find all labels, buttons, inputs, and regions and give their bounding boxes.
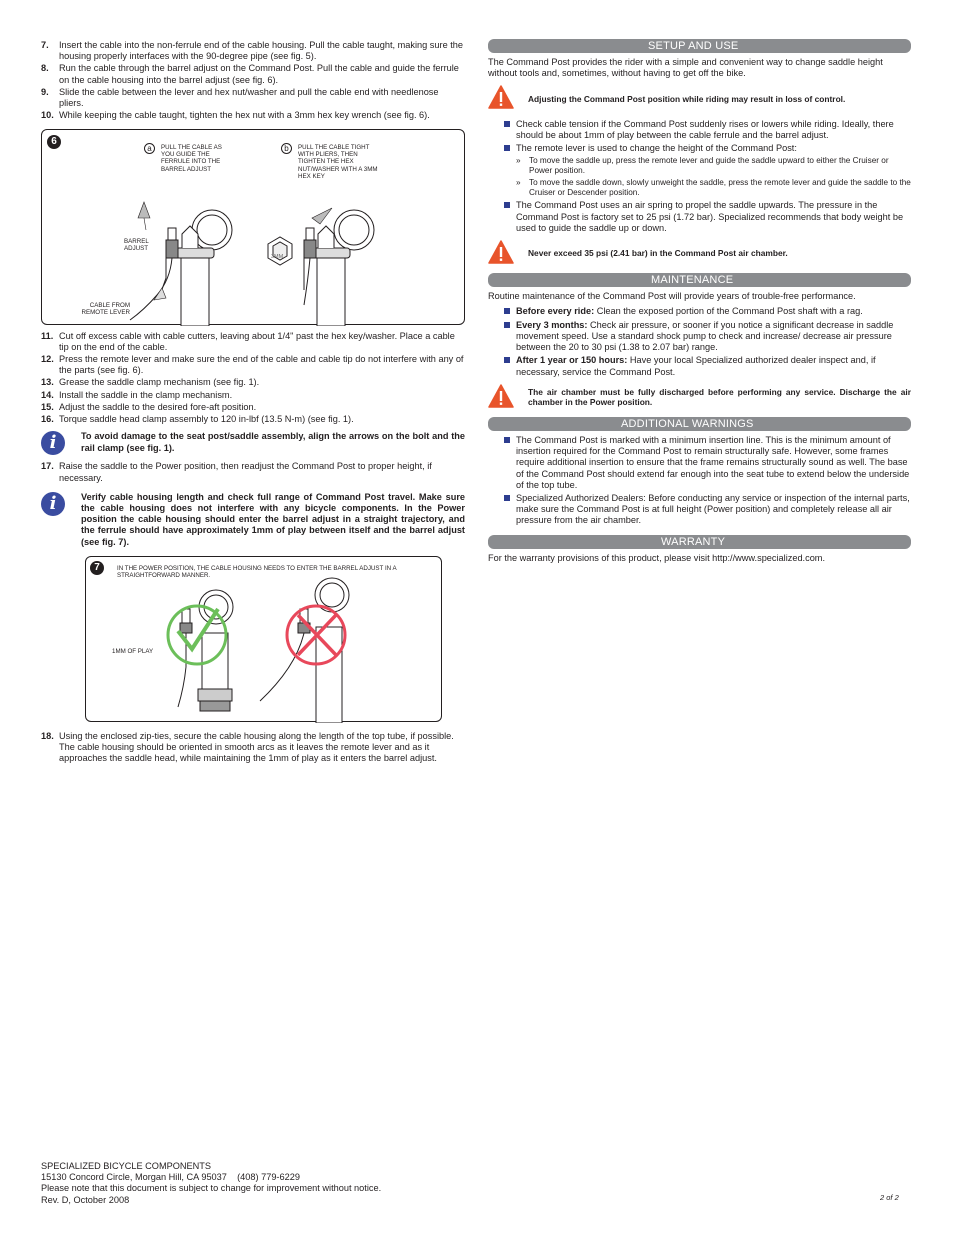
- step-text: Torque saddle head clamp assembly to 120 in-lbf (13.5 N-m) (see fig. 1).: [59, 414, 354, 425]
- bullet-text: Have your local Specialized authorized dealer inspect and, if necessary, service the Command Post.: [516, 355, 876, 377]
- bullet-item: [488, 435, 911, 491]
- sub-bullet-item: [488, 156, 911, 176]
- cable-guide-illustration: [42, 130, 466, 326]
- figure-6: [41, 129, 465, 325]
- seat-post-right: [304, 210, 374, 326]
- info-note-text: Verify cable housing length and check full range of Command Post travel. Make sure the cable housing does not interfere with any bicycle components. In the Power position the cable housing should enter the barrel adjust in a straight trajectory, and the ferrule should have approximately 1mm of play between itself and the barrel adjust (see fig. 7).: [81, 491, 465, 547]
- bullet-item: [488, 306, 911, 317]
- warning-text: Adjusting the Command Post position while riding may result in loss of control.: [528, 93, 846, 104]
- bullet-item: [488, 320, 911, 354]
- additional-warnings-heading: ADDITIONAL WARNINGS: [488, 417, 911, 431]
- step-text: Using the enclosed zip-ties, secure the cable housing along the length of the top tube, if possible. The cable housing should be oriented in smooth arcs as it leaves the remote lever and as it approaches the saddle head, while maintaining the 1mm of play as it enters the barrel adjust.: [59, 730, 454, 764]
- step-a-letter: a: [144, 143, 155, 154]
- step-number: 18.: [41, 730, 54, 741]
- change-notice: Please note that this document is subject to change for improvement without notice.: [41, 1183, 382, 1194]
- step-text: Install the saddle in the clamp mechanism.: [59, 389, 233, 400]
- step-text: Raise the saddle to the Power position, then readjust the Command Post to proper height, if necessary.: [59, 461, 432, 483]
- step-text: Grease the saddle clamp mechanism (see fig. 1).: [59, 377, 260, 388]
- bullet-label: Every 3 months:: [516, 319, 588, 330]
- info-icon: i: [41, 492, 65, 516]
- step-item: [41, 461, 465, 483]
- step-text: While keeping the cable taught, tighten the hex nut with a 3mm hex key wrench (see fig. 6).: [59, 110, 430, 121]
- step-item: [41, 63, 465, 85]
- step-number: 10.: [41, 110, 54, 121]
- setup-heading: SETUP AND USE: [488, 39, 911, 53]
- sub-bullet-item: [488, 178, 911, 198]
- step-item: [41, 354, 465, 376]
- warning-icon: [488, 384, 514, 408]
- step-number: 15.: [41, 401, 54, 412]
- step-number: 12.: [41, 353, 54, 364]
- company-address: 15130 Concord Circle, Morgan Hill, CA 95037 (408) 779-6229: [41, 1172, 300, 1183]
- step-number: 14.: [41, 389, 54, 400]
- warning-text: The air chamber must be fully discharged before performing any service. Discharge the air chamber in the Power position.: [528, 387, 911, 408]
- maintenance-intro: Routine maintenance of the Command Post will provide years of trouble-free performance.: [488, 291, 856, 302]
- step-number: 16.: [41, 414, 54, 425]
- figure-number: 6: [47, 135, 61, 149]
- company-name: SPECIALIZED BICYCLE COMPONENTS: [41, 1161, 212, 1171]
- bullet-text: Check cable tension if the Command Post suddenly rises or lowers while riding. Ideally, there should be about 1mm of play between the cable ferrule and the barrel adjust.: [516, 118, 894, 140]
- revision: Rev. D, October 2008: [41, 1194, 130, 1205]
- footer: [41, 1161, 541, 1206]
- figure-number: 7: [90, 561, 104, 575]
- step-number: 11.: [41, 330, 54, 341]
- step-a-label: PULL THE CABLE AS YOU GUIDE THE FERRULE INTO THE BARREL ADJUST: [161, 143, 222, 173]
- play-label: 1MM OF PLAY: [112, 647, 154, 655]
- sub-bullet-marker: »: [516, 178, 521, 188]
- sub-bullet-marker: »: [516, 156, 521, 166]
- step-item: [41, 40, 465, 62]
- step-item: [41, 414, 465, 425]
- step-item: [41, 402, 465, 413]
- bullet-label: After 1 year or 150 hours:: [516, 355, 628, 366]
- step-text: Slide the cable between the lever and hex nut/washer and pull the cable end with needlenose pliers.: [59, 86, 439, 109]
- warning-note: [488, 240, 911, 267]
- figure-caption: IN THE POWER POSITION, THE CABLE HOUSING NEEDS TO ENTER THE BARREL ADJUST IN A STRAIGHTFORWARD MANNER.: [117, 564, 397, 580]
- bullet-text: Clean the exposed portion of the Command Post shaft with a rag.: [594, 306, 863, 317]
- warranty-text: For the warranty provisions of this product, please visit http://www.specialized.com.: [488, 552, 826, 563]
- bullet-item: [488, 143, 911, 154]
- hex-key-icon: [268, 237, 292, 265]
- warning-note: [488, 85, 911, 112]
- cable-label: CABLE FROM REMOTE LEVER: [81, 301, 130, 316]
- step-number: 7.: [41, 40, 49, 50]
- step-number: 9.: [41, 86, 49, 97]
- steps-mid: [41, 331, 465, 426]
- info-note: [41, 431, 465, 455]
- steps-top: [41, 40, 465, 122]
- warning-icon: [488, 85, 514, 109]
- sub-bullet-text: To move the saddle up, press the remote lever and guide the saddle upward to either the Cruiser or Power position.: [529, 156, 889, 176]
- step-number: 13.: [41, 377, 54, 388]
- page-number: 2 of 2: [880, 1193, 899, 1202]
- hex-size-label: 3MM: [271, 253, 284, 260]
- arrow-down-left-icon: [154, 288, 166, 300]
- bullet-text: The Command Post uses an air spring to propel the saddle upwards. The pressure in the Command Post is factory set to 25 psi (1.72 bar). Specialized recommends that body weight be used to guide the saddle up or down.: [516, 200, 904, 233]
- step-text: Insert the cable into the non-ferrule end of the cable housing. Pull the cable taught, making sure the housing properly interfaces with the 90-degree pipe (see fig. 5).: [59, 40, 463, 62]
- setup-intro: The Command Post provides the rider with a simple and convenient way to change saddle height without tools and, sometimes, without having to get off the bike.: [488, 57, 883, 79]
- sub-bullet-text: To move the saddle down, slowly unweight the saddle, press the remote lever and guide the saddle to the Cruiser or Descender position.: [529, 178, 911, 198]
- bullet-text: The Command Post is marked with a minimum insertion line. This is the minimum amount of insertion required for the Command Post to remain structurally safe. However, some frames require additional insertion to ensure that the frame remains structurally sound as well. The base of the Command Post should extend far enough into the seat tube to extend below the underside of the top tube.: [516, 434, 910, 490]
- step-item: [41, 331, 465, 353]
- step-b-label: PULL THE CABLE TIGHT WITH PLIERS, THEN TIGHTEN THE HEX NUT/WASHER WITH A 3MM HEX KEY: [298, 143, 378, 181]
- step-number: 17.: [41, 461, 54, 472]
- bullet-text: Check air pressure, or sooner if you notice a significant decrease in saddle movement speed. Use a standard shock pump to check and increase/ decrease air pressure between the 20 to 30 psi (1.38 to 2.07 bar) range.: [516, 319, 894, 353]
- bullet-label: Before every ride:: [516, 306, 595, 317]
- bullet-item: [488, 119, 911, 141]
- bullet-item: [488, 200, 911, 234]
- step-b-letter: b: [281, 143, 292, 154]
- bullet-item: [488, 355, 911, 377]
- warranty-heading: WARRANTY: [488, 535, 911, 549]
- figure-7: [85, 556, 442, 722]
- step-text: Press the remote lever and make sure the end of the cable and cable tip do not interfere with any of the parts (see fig. 6).: [59, 353, 464, 376]
- info-note: [41, 492, 465, 548]
- barrel-adjust-label: BARREL ADJUST: [124, 237, 149, 252]
- step-item: [41, 87, 465, 109]
- arrow-pull-right-icon: [312, 208, 332, 224]
- step-item: [41, 731, 465, 765]
- step-text: Adjust the saddle to the desired fore-aft position.: [59, 401, 257, 412]
- step-item: [41, 377, 465, 388]
- left-column: [41, 40, 465, 765]
- maintenance-heading: MAINTENANCE: [488, 273, 911, 287]
- right-column: [488, 39, 911, 568]
- warning-text: Never exceed 35 psi (2.41 bar) in the Command Post air chamber.: [528, 248, 788, 259]
- step-text: Run the cable through the barrel adjust on the Command Post. Pull the cable and guide the ferrule on the cable housing into the barrel adjust (see fig. 6).: [59, 63, 459, 85]
- step-number: 8.: [41, 63, 49, 74]
- step-item: [41, 390, 465, 401]
- warning-icon: [488, 240, 514, 264]
- info-note-text: To avoid damage to the seat post/saddle assembly, align the arrows on the bolt and the rail clamp (see fig. 1).: [81, 431, 465, 453]
- bullet-text: Specialized Authorized Dealers: Before conducting any service or inspection of the internal parts, make sure the Command Post is at full height (Power position) and completely release all air pressure from the air chamber.: [516, 493, 910, 526]
- info-icon: i: [41, 431, 65, 455]
- cable-entry-illustration: [86, 557, 443, 723]
- bullet-text: The remote lever is used to change the height of the Command Post:: [516, 143, 797, 154]
- warning-note: [488, 384, 911, 411]
- step-text: Cut off excess cable with cable cutters, leaving about 1/4" past the hex key/washer. Place a cable tip on the end of the cable.: [59, 330, 455, 352]
- arrow-up-left-icon: [138, 202, 150, 230]
- bullet-item: [488, 493, 911, 527]
- step-item: [41, 110, 465, 121]
